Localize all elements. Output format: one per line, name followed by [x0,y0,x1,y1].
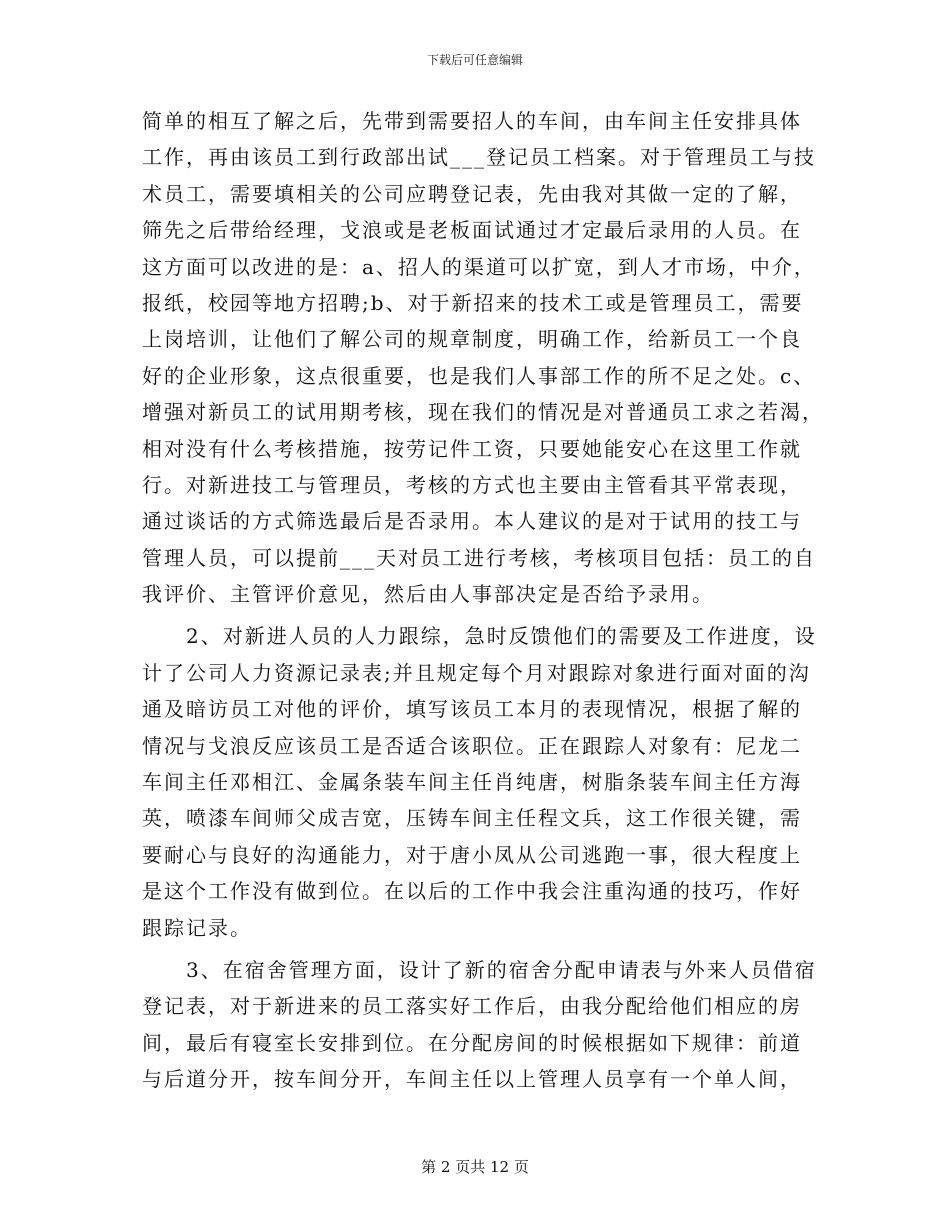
page-footer: 第 2 页共 12 页 [421,1158,529,1176]
text-line: 2、对新进人员的人力跟综，急时反馈他们的需要及工作进度，设 [142,624,817,649]
text-line: 登记表，对于新进来的员工落实好工作后，由我分配给他们相应的房 [142,994,802,1019]
text-line: 行。对新进技工与管理员，考核的方式也主要由主管看其平常表现， [142,472,802,497]
page-header: 下载后可任意编辑 [426,53,523,67]
text-line: 跟踪记录。 [142,915,252,940]
text-line: 工作，再由该员工到行政部出试___登记员工档案。对于管理员工与技 [142,145,816,170]
text-line: 筛先之后带给经理，戈浪或是老板面试通过才定最后录用的人员。在 [142,218,802,243]
text-line: 是这个工作没有做到位。在以后的工作中我会注重沟通的技巧，作好 [142,879,802,904]
text-line: 简单的相互了解之后，先带到需要招人的车间，由车间主任安排具体 [142,109,802,133]
paragraph-1 [142,103,822,612]
text-line: 上岗培训，让他们了解公司的规章制度，明确工作，给新员工一个良 [142,327,802,352]
text-line: 与后道分开，按车间分开，车间主任以上管理人员享有一个单人间， [142,1067,802,1092]
text-line: 要耐心与良好的沟通能力，对于唐小凤从公司逃跑一事，很大程度上 [142,842,802,867]
text-line: 好的企业形象，这点很重要，也是我们人事部工作的所不足之处。c、 [142,363,816,388]
text-line: 我评价、主管评价意见，然后由人事部决定是否给予录用。 [142,582,714,607]
text-line: 情况与戈浪反应该员工是否适合该职位。正在跟踪人对象有：尼龙二 [142,733,802,758]
text-line: 报纸，校园等地方招聘;b、对于新招来的技术工或是管理员工，需要 [142,290,804,315]
text-line: 这方面可以改进的是：a、招人的渠道可以扩宽，到人才市场，中介， [142,254,816,279]
text-line: 相对没有什么考核措施，按劳记件工资，只要她能安心在这里工作就 [142,436,802,461]
document-body [142,103,822,1098]
paragraph-2 [142,618,822,946]
text-line: 术员工，需要填相关的公司应聘登记表，先由我对其做一定的了解， [142,181,802,206]
text-line: 3、在宿舍管理方面，设计了新的宿舍分配申请表与外来人员借宿 [142,957,817,982]
text-line: 计了公司人力资源记录表;并且规定每个月对跟踪对象进行面对面的沟 [142,660,811,685]
text-line: 间，最后有寝室长安排到位。在分配房间的时候根据如下规律：前道 [142,1030,802,1055]
text-line: 英，喷漆车间师父成吉宽，压铸车间主任程文兵，这工作很关键，需 [142,806,802,831]
paragraph-3 [142,952,822,1098]
text-line: 车间主任邓相江、金属条装车间主任肖纯唐，树脂条装车间主任方海 [142,770,802,795]
text-line: 通过谈话的方式筛选最后是否录用。本人建议的是对于试用的技工与 [142,509,802,534]
text-line: 增强对新员工的试用期考核，现在我们的情况是对普通员工求之若渴， [142,400,824,425]
text-line: 管理人员，可以提前___天对员工进行考核，考核项目包括：员工的自 [142,545,816,570]
text-line: 通及暗访员工对他的评价，填写该员工本月的表现情况，根据了解的 [142,697,802,722]
